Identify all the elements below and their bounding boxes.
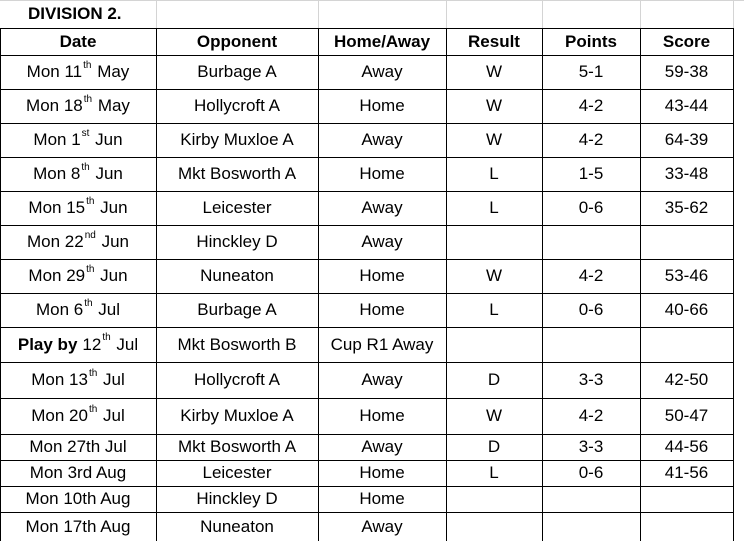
result-cell: D xyxy=(487,437,501,456)
table-border-horizontal xyxy=(0,123,734,124)
opponent-cell: Burbage A xyxy=(197,300,277,319)
table-border-vertical xyxy=(446,28,447,541)
grid-line-vertical xyxy=(156,0,157,28)
table-border-vertical xyxy=(640,28,641,541)
date-day: Mon 10th Aug xyxy=(25,489,131,508)
opponent-cell: Leicester xyxy=(202,463,272,482)
points-cell: 5-1 xyxy=(578,62,604,81)
points-cell: 0-6 xyxy=(578,198,604,217)
table-border-horizontal xyxy=(0,191,734,192)
result-cell: L xyxy=(489,164,499,183)
date-ordinal-suffix: th xyxy=(102,332,111,343)
score-cell: 59-38 xyxy=(664,62,709,81)
score-cell xyxy=(640,512,733,541)
table-border-horizontal xyxy=(0,259,734,260)
home-away-cell: Home xyxy=(359,164,405,183)
date-day: Mon 3rd Aug xyxy=(29,463,127,482)
points-cell: 0-6 xyxy=(578,463,604,482)
date-cell xyxy=(0,259,156,293)
table-border-horizontal xyxy=(0,89,734,90)
points-cell: 4-2 xyxy=(578,266,604,285)
grid-line-vertical xyxy=(733,0,734,28)
table-row xyxy=(0,55,733,89)
date-day: Mon 8 xyxy=(33,164,81,183)
points-cell: 4-2 xyxy=(578,130,604,149)
home-away-cell: Away xyxy=(361,370,403,389)
home-away-cell: Home xyxy=(359,463,405,482)
column-header-points: Points xyxy=(565,31,617,51)
points-cell: 3-3 xyxy=(578,437,604,456)
table-border-vertical xyxy=(0,28,1,541)
result-cell: L xyxy=(489,300,499,319)
table-border-horizontal xyxy=(0,460,734,461)
table-row xyxy=(0,191,733,225)
table-border-horizontal xyxy=(0,28,734,29)
date-cell xyxy=(0,486,156,512)
score-cell: 42-50 xyxy=(664,370,709,389)
date-ordinal-suffix: th xyxy=(83,93,93,105)
result-cell xyxy=(446,225,542,259)
opponent-cell: Hinckley D xyxy=(196,489,278,508)
date-cell xyxy=(0,123,156,157)
table-border-horizontal xyxy=(0,55,734,56)
table-row xyxy=(0,512,733,541)
grid-line-vertical xyxy=(446,0,447,28)
date-day: Mon 18 xyxy=(26,96,83,115)
home-away-cell: Home xyxy=(359,489,405,508)
date-month: May xyxy=(92,62,130,81)
opponent-cell: Mkt Bosworth A xyxy=(177,164,297,183)
opponent-cell: Hollycroft A xyxy=(194,370,280,389)
score-cell: 33-48 xyxy=(664,164,709,183)
table-row xyxy=(0,362,733,398)
table-border-vertical xyxy=(318,28,319,541)
date-cell xyxy=(0,327,156,362)
date-cell xyxy=(0,157,156,191)
column-header-date: Date xyxy=(59,31,97,51)
points-cell xyxy=(542,327,640,362)
result-cell xyxy=(446,512,542,541)
date-day: Mon 15 xyxy=(28,198,86,217)
table-border-horizontal xyxy=(0,434,734,435)
table-row xyxy=(0,293,733,327)
opponent-cell: Nuneaton xyxy=(200,266,274,285)
date-day: Mon 22 xyxy=(27,232,84,251)
date-cell xyxy=(0,512,156,541)
opponent-cell: Mkt Bosworth B xyxy=(177,334,297,354)
score-cell: 50-47 xyxy=(664,406,709,425)
table-row xyxy=(0,89,733,123)
home-away-cell: Home xyxy=(359,406,405,425)
column-header-opponent: Opponent xyxy=(196,31,278,51)
result-cell xyxy=(446,327,542,362)
grid-line-vertical xyxy=(640,0,641,28)
date-ordinal-suffix: st xyxy=(81,127,90,139)
date-day: Mon 20 xyxy=(31,406,88,425)
score-cell: 40-66 xyxy=(664,300,709,319)
table-border-vertical xyxy=(733,28,734,541)
table-row xyxy=(0,225,733,259)
points-cell xyxy=(542,512,640,541)
home-away-cell: Away xyxy=(361,437,403,456)
result-cell: W xyxy=(485,62,503,81)
date-day: Mon 27th Jul xyxy=(29,437,127,456)
date-ordinal-suffix: th xyxy=(88,403,98,415)
table-border-horizontal xyxy=(0,293,734,294)
date-month: Jun xyxy=(95,266,128,285)
table-row xyxy=(0,486,733,512)
result-cell: L xyxy=(489,198,499,217)
date-cell xyxy=(0,225,156,259)
home-away-cell: Away xyxy=(361,62,403,81)
column-header-score: Score xyxy=(662,31,711,51)
result-cell: W xyxy=(485,130,503,149)
date-cell xyxy=(0,191,156,225)
date-cell xyxy=(0,434,156,460)
date-ordinal-suffix: th xyxy=(84,297,93,309)
home-away-cell: Home xyxy=(359,96,405,115)
score-cell: 41-56 xyxy=(664,463,709,482)
date-cell xyxy=(0,293,156,327)
opponent-cell: Hinckley D xyxy=(196,232,278,251)
date-day: 12 xyxy=(82,334,102,354)
table-row xyxy=(0,327,733,362)
date-month: Jul xyxy=(111,334,139,354)
date-ordinal-suffix: th xyxy=(81,161,90,173)
date-month: Jul xyxy=(93,300,121,319)
table-border-horizontal xyxy=(0,398,734,399)
date-day: Mon 6 xyxy=(35,300,84,319)
score-cell: 35-62 xyxy=(664,198,709,217)
date-month: Jul xyxy=(98,370,125,389)
opponent-cell: Leicester xyxy=(202,198,272,217)
score-cell xyxy=(640,225,733,259)
date-month: Jun xyxy=(95,198,128,217)
result-cell: W xyxy=(485,406,503,425)
points-cell xyxy=(542,486,640,512)
points-cell: 4-2 xyxy=(578,96,604,115)
table-border-horizontal xyxy=(0,157,734,158)
date-cell xyxy=(0,460,156,486)
result-cell: L xyxy=(489,463,499,482)
column-header-result: Result xyxy=(468,31,520,51)
table-row xyxy=(0,398,733,434)
opponent-cell: Kirby Muxloe A xyxy=(180,130,294,149)
date-ordinal-suffix: nd xyxy=(84,229,96,241)
home-away-cell: Away xyxy=(361,130,403,149)
date-ordinal-suffix: th xyxy=(86,195,95,207)
column-header-home-away: Home/Away xyxy=(333,31,431,51)
home-away-cell: Away xyxy=(361,232,403,251)
date-month: May xyxy=(93,96,130,115)
score-cell: 44-56 xyxy=(664,437,709,456)
table-row xyxy=(0,460,733,486)
date-ordinal-suffix: th xyxy=(88,367,98,379)
date-day: Mon 17th Aug xyxy=(25,516,131,536)
table-row xyxy=(0,259,733,293)
table-border-vertical xyxy=(156,28,157,541)
date-month: Jul xyxy=(98,406,125,425)
points-cell xyxy=(542,225,640,259)
grid-line-vertical xyxy=(318,0,319,28)
date-day: Mon 13 xyxy=(31,370,88,389)
home-away-cell: Home xyxy=(359,266,405,285)
opponent-cell: Kirby Muxloe A xyxy=(180,406,294,425)
grid-line-vertical xyxy=(542,0,543,28)
score-cell: 43-44 xyxy=(664,96,709,115)
sheet-title: DIVISION 2. xyxy=(28,4,122,23)
date-prefix: Play by xyxy=(17,334,78,354)
date-month: Jun xyxy=(90,130,123,149)
points-cell: 3-3 xyxy=(578,370,604,389)
score-cell: 64-39 xyxy=(664,130,709,149)
table-row xyxy=(0,123,733,157)
points-cell: 0-6 xyxy=(578,300,604,319)
points-cell: 4-2 xyxy=(578,406,604,425)
table-row xyxy=(0,434,733,460)
table-border-horizontal xyxy=(0,327,734,328)
date-day: Mon 11 xyxy=(26,62,83,81)
table-border-horizontal xyxy=(0,362,734,363)
opponent-cell: Hollycroft A xyxy=(194,96,280,115)
date-month: Jun xyxy=(96,232,129,251)
home-away-cell: Home xyxy=(359,300,405,319)
points-cell: 1-5 xyxy=(578,164,604,183)
result-cell: D xyxy=(487,370,501,389)
opponent-cell: Burbage A xyxy=(197,62,277,81)
result-cell: W xyxy=(485,96,503,115)
home-away-cell: Cup R1 Away xyxy=(330,334,434,354)
date-ordinal-suffix: th xyxy=(83,59,92,71)
table-border-horizontal xyxy=(0,225,734,226)
result-cell: W xyxy=(485,266,503,285)
date-month: Jun xyxy=(90,164,123,183)
home-away-cell: Away xyxy=(361,516,403,536)
date-cell xyxy=(0,362,156,398)
table-border-vertical xyxy=(542,28,543,541)
score-cell: 53-46 xyxy=(664,266,709,285)
table-border-horizontal xyxy=(0,486,734,487)
opponent-cell: Mkt Bosworth A xyxy=(177,437,297,456)
table-border-horizontal xyxy=(0,512,734,513)
date-ordinal-suffix: th xyxy=(86,263,95,275)
table-row xyxy=(0,157,733,191)
date-day: Mon 1 xyxy=(33,130,81,149)
home-away-cell: Away xyxy=(361,198,403,217)
date-cell xyxy=(0,55,156,89)
opponent-cell: Nuneaton xyxy=(200,516,274,536)
score-cell xyxy=(640,327,733,362)
date-cell xyxy=(0,398,156,434)
date-cell xyxy=(0,89,156,123)
date-day: Mon 29 xyxy=(28,266,86,285)
result-cell xyxy=(446,486,542,512)
score-cell xyxy=(640,486,733,512)
